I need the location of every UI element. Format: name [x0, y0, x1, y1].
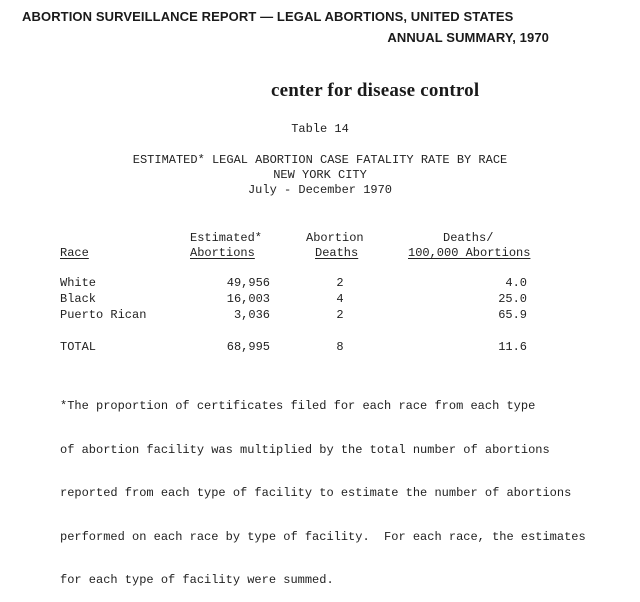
table-cell-deaths: 2	[336, 308, 344, 322]
footnote-line: performed on each race by type of facility. For each race, the estimates	[60, 529, 586, 544]
table-cell-rate: 4.0	[505, 276, 527, 290]
report-header-title: ABORTION SURVEILLANCE REPORT — LEGAL ABORTIONS, UNITED STATES	[22, 9, 514, 24]
column-header-rate: 100,000 Abortions	[408, 246, 531, 260]
footnote-line: for each type of facility were summed.	[60, 573, 334, 587]
table-cell-race: White	[60, 276, 97, 290]
table-cell-rate: 25.0	[498, 292, 527, 306]
footnote-line: reported from each type of facility to estimate the number of abortions	[60, 486, 572, 500]
table-footnote	[60, 370, 586, 602]
table-cell-abortions: 49,956	[226, 276, 270, 290]
table-total-label: TOTAL	[60, 340, 97, 354]
footnote-line: of abortion facility was multiplied by the total number of abortions	[60, 442, 550, 457]
report-header-subtitle: ANNUAL SUMMARY, 1970	[387, 30, 549, 45]
table-cell-abortions: 16,003	[226, 292, 270, 306]
agency-name: center for disease control	[271, 80, 480, 101]
column-header-rate: Deaths/	[443, 231, 494, 245]
table-cell-deaths: 2	[336, 276, 344, 290]
column-header-race: Race	[60, 246, 89, 260]
table-title-line: ESTIMATED* LEGAL ABORTION CASE FATALITY RATE BY RACE	[132, 153, 508, 167]
table-total-rate: 11.6	[498, 340, 527, 354]
table-cell-deaths: 4	[336, 292, 344, 306]
table-title-line: NEW YORK CITY	[273, 168, 367, 182]
table-title-line: July - December 1970	[247, 183, 393, 197]
column-header-estimated: Abortions	[190, 246, 255, 260]
column-header-deaths: Deaths	[315, 246, 359, 260]
column-header-estimated: Estimated*	[190, 231, 263, 245]
column-header-deaths: Abortion	[306, 231, 364, 245]
table-number: Table 14	[291, 122, 349, 136]
table-cell-race: Puerto Rican	[60, 308, 147, 322]
table-cell-rate: 65.9	[498, 308, 527, 322]
table-cell-race: Black	[60, 292, 97, 306]
table-total-abortions: 68,995	[226, 340, 270, 354]
footnote-line: *The proportion of certificates filed for each race from each type	[60, 399, 536, 413]
table-total-deaths: 8	[336, 340, 344, 354]
table-cell-abortions: 3,036	[233, 308, 270, 322]
